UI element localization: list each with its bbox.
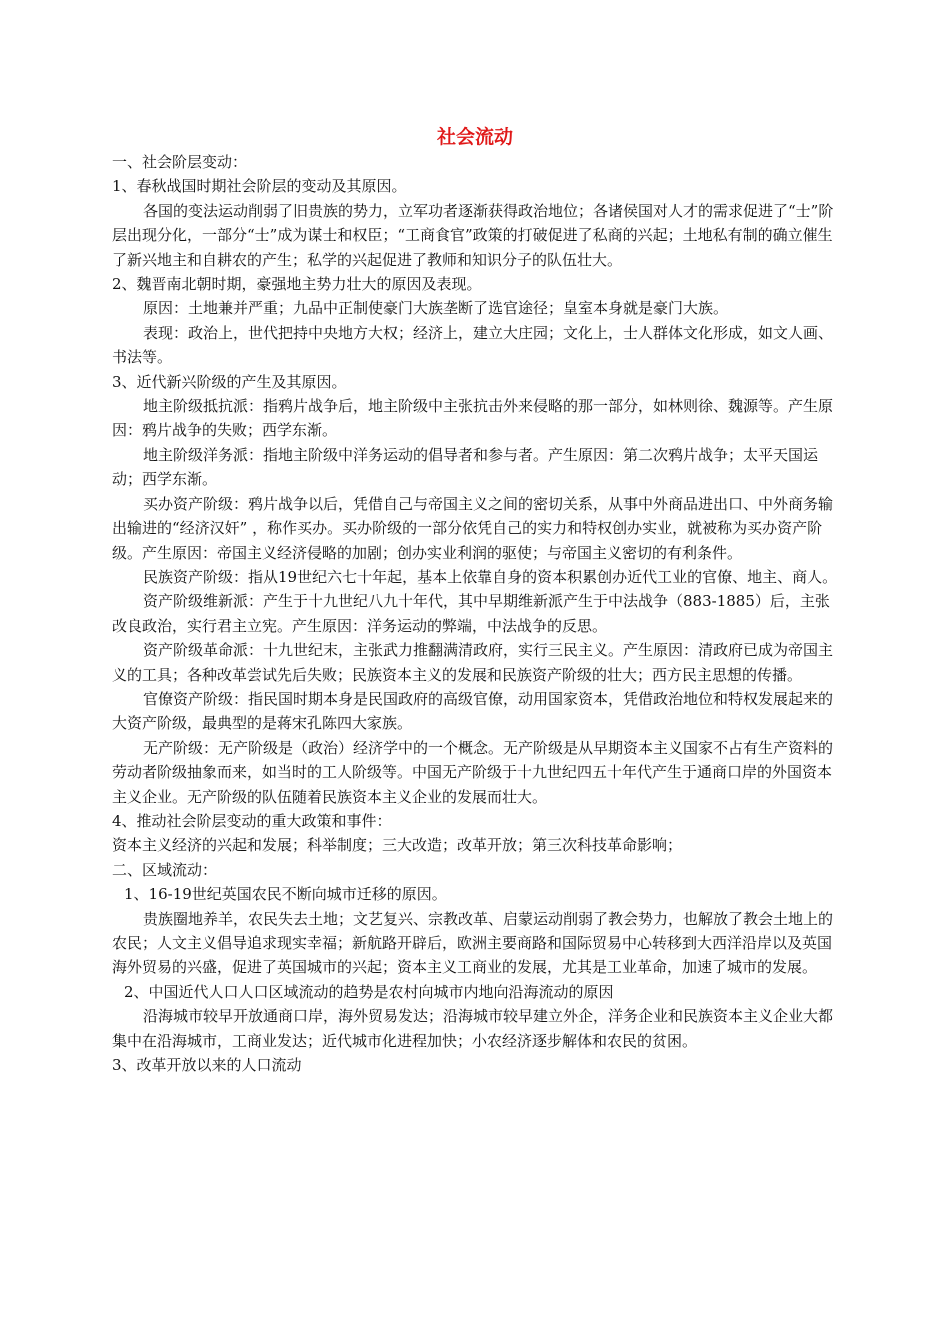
section-heading: 1、16-19世纪英国农民不断向城市迁移的原因。: [124, 885, 447, 904]
section-heading: 二、区域流动：: [112, 860, 218, 879]
section-heading: 资本主义经济的兴起和发展；科举制度；三大改造；改革开放；第三次科技革命影响；: [112, 836, 683, 855]
paragraph: 无产阶级：无产阶级是（政治）经济学中的一个概念。无产阶级是从早期资本主义国家不占有生产资料的劳动者阶级抽象而来，如当时的工人阶级等。中国无产阶级于十九世纪四五十年代产生于通商口岸的外国资本主义企业。无产阶级的队伍随着民族资本主义企业的发展而壮大。: [112, 738, 834, 806]
page-title: 社会流动: [436, 126, 513, 148]
section-heading: 3、近代新兴阶级的产生及其原因。: [112, 372, 347, 391]
section-heading: 一、社会阶层变动：: [112, 153, 248, 171]
paragraph: 贵族圈地养羊，农民失去土地；文艺复兴、宗教改革、启蒙运动削弱了教会势力，也解放了教会土地上的农民；人文主义倡导追求现实幸福；新航路开辟后，欧洲主要商路和国际贸易中心转移到大西洋沿岸以及英国海外贸易的兴盛，促进了英国城市的兴起；资本主义工商业的发展，尤其是工业革命，加速了城市的发展。: [112, 909, 834, 977]
paragraph: 各国的变法运动削弱了旧贵族的势力，立军功者逐渐获得政治地位；各诸侯国对人才的需求促进了“士”阶层出现分化，一部分“士”成为谋士和权臣；“工商食官”政策的打破促进了私商的兴起；土地私有制的确立催生了新兴地主和自耕农的产生；私学的兴起促进了教师和知识分子的队伍壮大。: [112, 201, 834, 269]
paragraph: 表现：政治上，世代把持中央地方大权；经济上，建立大庄园；文化上，士人群体文化形成，如文人画、书法等。: [112, 323, 834, 367]
paragraph: 资产阶级革命派：十九世纪末，主张武力推翻满清政府，实行三民主义。产生原因：清政府已成为帝国主义的工具；各种改革尝试先后失败；民族资本主义的发展和民族资产阶级的壮大；西方民主思想的传播。: [112, 641, 834, 684]
paragraph: 民族资产阶级：指从19世纪六七十年起，基本上依靠自身的资本积累创办近代工业的官僚、地主、商人。: [143, 567, 838, 586]
section-heading: 4、推动社会阶层变动的重大政策和事件：: [112, 811, 392, 830]
document-body: [112, 150, 840, 1077]
paragraph: 地主阶级洋务派：指地主阶级中洋务运动的倡导者和参与者。产生原因：第二次鸦片战争；太平天国运动；西学东渐。: [112, 445, 819, 489]
section-heading: 3、改革开放以来的人口流动: [112, 1056, 302, 1075]
paragraph: 地主阶级抵抗派：指鸦片战争后，地主阶级中主张抗击外来侵略的那一部分，如林则徐、魏源等。产生原因：鸦片战争的失败；西学东渐。: [112, 397, 834, 440]
paragraph: 官僚资产阶级：指民国时期本身是民国政府的高级官僚，动用国家资本，凭借政治地位和特权发展起来的大资产阶级，最典型的是蒋宋孔陈四大家族。: [112, 689, 834, 733]
paragraph: 原因：土地兼并严重；九品中正制使豪门大族垄断了选官途径；皇室本身就是豪门大族。: [143, 299, 729, 318]
paragraph: 沿海城市较早开放通商口岸，海外贸易发达；沿海城市较早建立外企，洋务企业和民族资本主义企业大都集中在沿海城市，工商业发达；近代城市化进程加快；小农经济逐步解体和农民的贫困。: [112, 1007, 834, 1050]
section-heading: 1、春秋战国时期社会阶层的变动及其原因。: [112, 177, 407, 196]
paragraph: 资产阶级维新派：产生于十九世纪八九十年代，其中早期维新派产生于中法战争（883-1885）后，主张改良政治，实行君主立宪。产生原因：洋务运动的弊端，中法战争的反思。: [112, 592, 830, 635]
section-heading: 2、中国近代人口人口区域流动的趋势是农村向城市内地向沿海流动的原因: [124, 982, 614, 1001]
section-heading: 2、魏晋南北朝时期，豪强地主势力壮大的原因及表现。: [112, 275, 482, 294]
paragraph: 买办资产阶级：鸦片战争以后，凭借自己与帝国主义之间的密切关系，从事中外商品进出口、中外商务输出输进的“经济汉奸” ，称作买办。买办阶级的一部分依凭自己的实力和特权创办实业，就被称为买办资产阶级。产生原因：帝国主义经济侵略的加剧；创办实业利润的驱使；与帝国主义密切的有利条件。: [112, 494, 834, 562]
